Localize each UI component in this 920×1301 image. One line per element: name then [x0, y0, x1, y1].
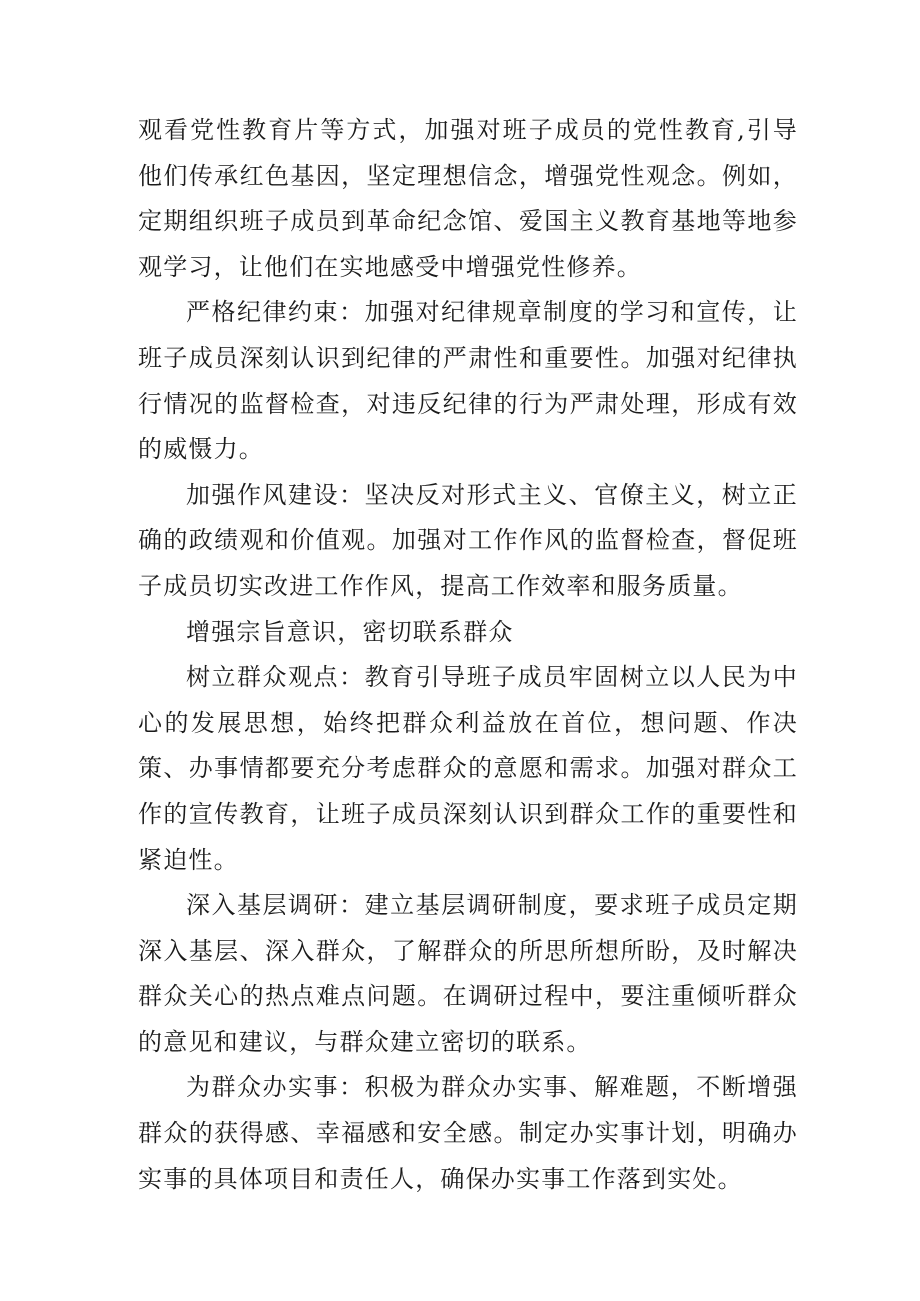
- paragraph-mass-viewpoint: 树立群众观点：教育引导班子成员牢固树立以人民为中心的发展思想，始终把群众利益放在首位，想问题、作决策、办事情都要充分考虑群众的意愿和需求。加强对群众工作的宣传教育，让班子成员深刻认识到群众工作的重要性和紧迫性。: [138, 663, 798, 874]
- paragraph-party-education-continued: 观看党性教育片等方式，加强对班子成员的党性教育,引导他们传承红色基因，坚定理想信念，增强党性观念。例如，定期组织班子成员到革命纪念馆、爱国主义教育基地等地参观学习，让他们在实地感受中增强党性修养。: [138, 116, 798, 281]
- document-body: [138, 108, 798, 1202]
- section-heading-mass-line: 增强宗旨意识，密切联系群众: [186, 617, 514, 646]
- paragraph-grassroots-research: 深入基层调研：建立基层调研制度，要求班子成员定期深入基层、深入群众，了解群众的所思所想所盼，及时解决群众关心的热点难点问题。在调研过程中，要注重倾听群众的意见和建议，与群众建立密切的联系。: [138, 891, 798, 1056]
- paragraph-work-style: 加强作风建设：坚决反对形式主义、官僚主义，树立正确的政绩观和价值观。加强对工作作风的监督检查，督促班子成员切实改进工作作风，提高工作效率和服务质量。: [138, 480, 798, 600]
- paragraph-discipline: 严格纪律约束：加强对纪律规章制度的学习和宣传，让班子成员深刻认识到纪律的严肃性和重要性。加强对纪律执行情况的监督检查，对违反纪律的行为严肃处理，形成有效的威慑力。: [138, 298, 798, 464]
- paragraph-practical-matters: 为群众办实事：积极为群众办实事、解难题，不断增强群众的获得感、幸福感和安全感。制定办实事计划，明确办实事的具体项目和责任人，确保办实事工作落到实处。: [138, 1073, 798, 1193]
